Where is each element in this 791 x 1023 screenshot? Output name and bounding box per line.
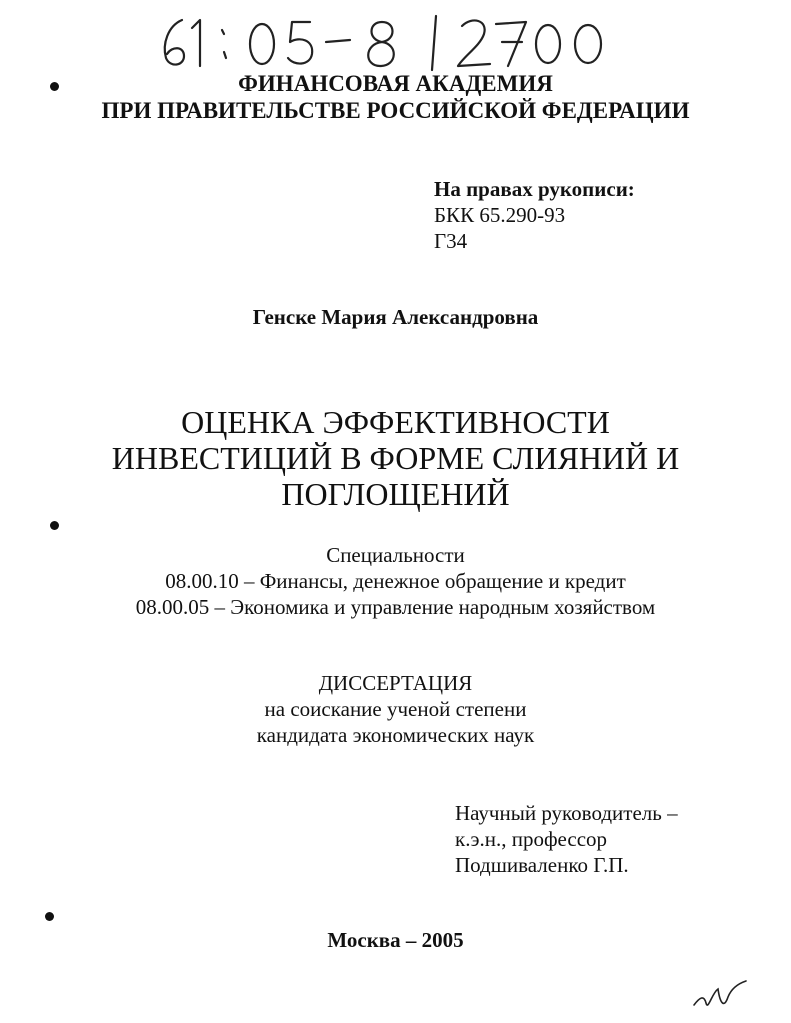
specialty-item: 08.00.05 – Экономика и управление народным хозяйством xyxy=(135,595,656,619)
degree-line-1: на соискание ученой степени xyxy=(264,697,527,721)
organization-line-2: ПРИ ПРАВИТЕЛЬСТВЕ РОССИЙСКОЙ ФЕДЕРАЦИИ xyxy=(101,98,690,123)
binding-hole-mark xyxy=(45,912,54,921)
bbk-code: БКК 65.290-93 xyxy=(434,203,566,227)
binding-hole-mark xyxy=(50,521,59,530)
title-line-3: ПОГЛОЩЕНИЙ xyxy=(281,476,510,512)
specialties-heading: Специальности xyxy=(326,543,465,567)
supervisor-name: Подшиваленко Г.П. xyxy=(455,853,629,877)
title-line-2: ИНВЕСТИЦИЙ В ФОРМЕ СЛИЯНИЙ И xyxy=(111,440,680,476)
organization-line-1: ФИНАНСОВАЯ АКАДЕМИЯ xyxy=(238,71,553,96)
title-line-1: ОЦЕНКА ЭФФЕКТИВНОСТИ xyxy=(181,404,610,440)
signature-mark xyxy=(690,975,750,1015)
dissertation-title xyxy=(0,404,791,512)
signature-drawing xyxy=(690,975,750,1015)
author-name: Генске Мария Александровна xyxy=(252,305,539,329)
city-year: Москва – 2005 xyxy=(327,928,464,952)
degree-line-2: кандидата экономических наук xyxy=(256,723,535,747)
handwritten-number-drawing xyxy=(150,12,620,72)
dissertation-heading: ДИССЕРТАЦИЯ xyxy=(318,671,473,695)
supervisor-label: Научный руководитель – xyxy=(455,801,678,825)
manuscript-rights-label: На правах рукописи: xyxy=(434,177,635,201)
handwritten-archive-number xyxy=(150,12,620,72)
supervisor-title: к.э.н., профессор xyxy=(455,827,608,851)
specialty-item: 08.00.10 – Финансы, денежное обращение и кредит xyxy=(165,569,626,593)
author-mark-code: Г34 xyxy=(434,229,468,253)
